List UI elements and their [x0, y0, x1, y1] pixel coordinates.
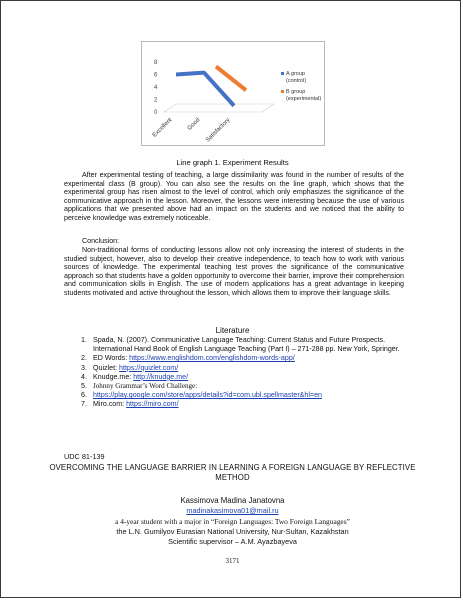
reference-link[interactable]: https://www.englishdom.com/englishdom-words-app/ [129, 354, 295, 363]
x-tick-label: Good [186, 117, 202, 132]
reference-number: 1. [81, 336, 87, 344]
author-email [1, 506, 463, 515]
legend-swatch-a [281, 72, 284, 75]
reference-list [81, 336, 406, 410]
reference-item [81, 373, 406, 382]
legend-item-a [281, 71, 341, 84]
reference-link[interactable]: https://quizlet.com/ [119, 363, 179, 372]
legend-label-a-line2: (control) [286, 77, 307, 84]
y-tick-label: 0 [154, 110, 158, 116]
x-tick-label: Excellent [151, 117, 174, 139]
figure-caption: Line graph 1. Experiment Results [176, 158, 289, 167]
udc-code: UDC 81-139 [64, 452, 105, 461]
reference-number: 3. [81, 363, 87, 372]
reference-number: 2. [81, 354, 87, 363]
legend-label-a-line1: A group [286, 71, 305, 77]
series-line-a [176, 73, 234, 106]
reference-number: 7. [81, 400, 87, 409]
article-title: OVERCOMING THE LANGUAGE BARRIER IN LEARNING A FOREIGN LANGUAGE BY REFLECTIVE METHOD [49, 463, 416, 482]
chart-floor [164, 104, 274, 112]
legend-label-b-line2: (experimental) [286, 95, 322, 102]
reference-link[interactable]: https://play.google.com/store/apps/details?id=com.ubl.spellmaster&hl=en [93, 391, 322, 400]
reference-number: 5. [81, 382, 87, 391]
y-tick-label: 4 [154, 85, 158, 91]
legend-label-b-line1: B group [286, 89, 306, 95]
university-affiliation: the L.N. Gumilyov Eurasian National University, Nur-Sultan, Kazakhstan [116, 527, 349, 536]
literature-heading: Literature [215, 326, 250, 335]
author-affiliation: a 4-year student with a major in “Foreign Languages: Two Foreign Languages” [115, 517, 350, 526]
reference-text: ED Words: [93, 354, 130, 363]
page-number: 3171 [225, 557, 240, 565]
reference-text: Johnny Grammar’s Word Challenge: [93, 382, 198, 391]
y-tick-label: 8 [154, 60, 158, 66]
conclusion-heading: Conclusion: [82, 237, 120, 245]
x-tick-label: Satisfactory [204, 117, 232, 144]
reference-link[interactable]: https://miro.com/ [126, 400, 179, 409]
legend-item-b [281, 89, 341, 102]
email-link[interactable]: madinakasimova01@mail.ru [186, 506, 279, 515]
reference-link[interactable]: http://knudge.me/ [133, 372, 189, 381]
reference-text: Spada, N. (2007). Communicative Language Teaching: Current Status and Future Prospects. International Hand Book of English Language Teaching (Part I) – 271-288 pp. New York, Springer. [93, 336, 400, 354]
series-line-b [216, 67, 246, 91]
y-tick-label: 6 [154, 72, 158, 79]
reference-item [81, 382, 406, 391]
reference-number: 4. [81, 372, 87, 381]
chart-legend [281, 71, 341, 107]
scientific-supervisor: Scientific supervisor – A.M. Ayazbayeva [168, 537, 297, 546]
reference-item [81, 354, 406, 363]
results-paragraph: After experimental testing of teaching, a large dissimilarity was found in the number of results of the experimental class (B group). You can also see the results on the line graph, which shows that the experimental group has risen almost to the level of control, which only emphasizes the significance of the communicative approach in the lesson. Moreover, the lessons were interesting because the use of various applications that we presented above had an impact on the students and we noticed that the ability to perceive knowledge was extremely noticeable. [64, 171, 404, 222]
reference-number: 6. [81, 391, 87, 400]
reference-text: Miro.com: [93, 400, 127, 409]
reference-item [81, 336, 406, 354]
reference-item [81, 400, 406, 409]
reference-item [81, 391, 406, 400]
reference-item [81, 364, 406, 373]
reference-text: Quizlet: [93, 363, 120, 372]
conclusion-paragraph: Non-traditional forms of conducting lessons allow not only increasing the interest of students in the studied subject, however, also to develop their creative independence, to teach how to work with various sources of knowledge. The experimental teaching test proves the significance of the communicative approach so that students have a golden opportunity to overcome their barrier, improve their comprehension and communication skills in English. The use of modern applications has a great advantage in keeping students motivated and active throughout the lesson, which allows them to improve their language skills. [64, 246, 404, 297]
reference-text: Knudge.me: [93, 372, 134, 381]
y-tick-label: 2 [154, 97, 158, 104]
author-name: Kassimova Madina Janatovna [180, 496, 285, 505]
legend-swatch-b [281, 90, 284, 93]
